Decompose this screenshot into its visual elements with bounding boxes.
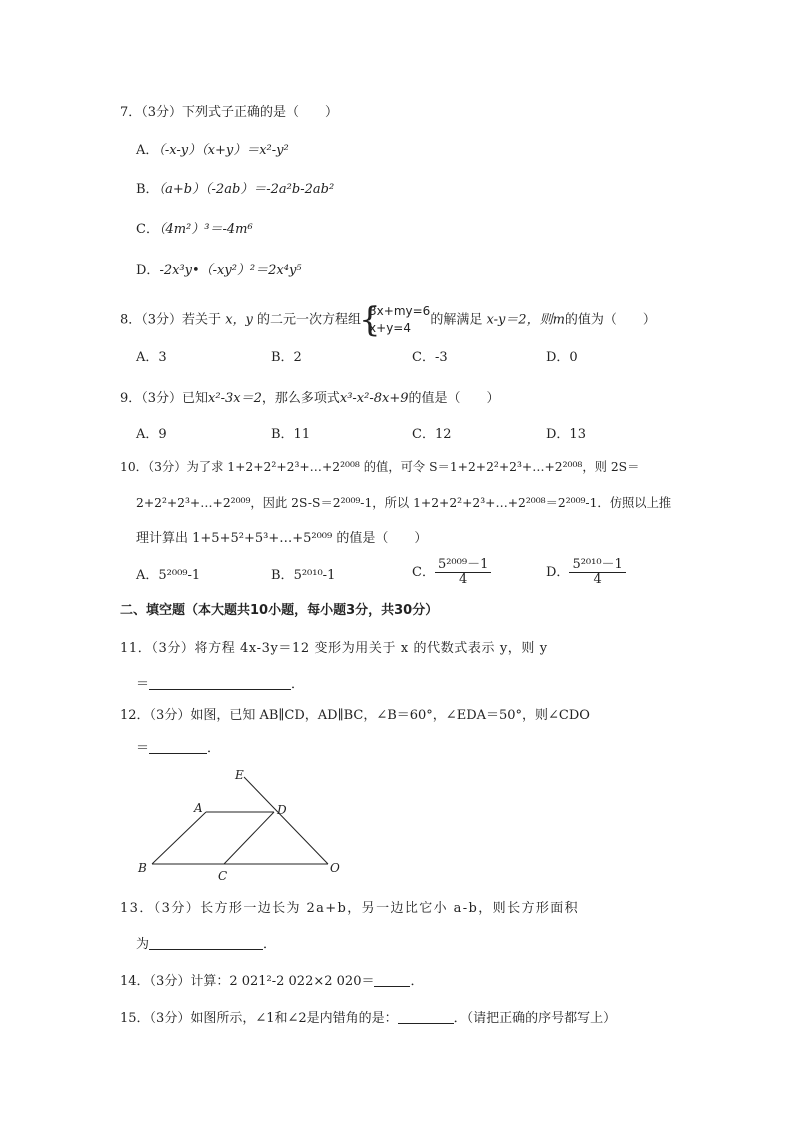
answer-blank[interactable] — [149, 741, 207, 754]
line-ba — [152, 812, 206, 864]
q7-option-c: C．（4m²）³＝-4m⁶ — [136, 222, 253, 237]
label-e: E — [235, 768, 244, 782]
label-o: O — [330, 861, 340, 875]
q8-stem: 8．（3分）若关于 x，y 的二元一次方程组 { 3x+my=6 x+y=4 的解满足 x-y＝2，则m的值为（ ） — [120, 300, 656, 340]
q8-option-c: C．-3 — [412, 350, 448, 365]
q9-option-a: A．9 — [136, 427, 167, 442]
equation-system: { 3x+my=6 x+y=4 — [359, 300, 431, 340]
q14-stem: 14．（3分）计算：2 021²-2 022×2 020＝ ． — [120, 974, 424, 989]
q7-option-a: A．（-x-y）（x+y）＝x²-y² — [136, 143, 289, 158]
q11-line1: 11．（3分）将方程 4x-3y＝12 变形为用关于 x 的代数式表示 y，则 y — [120, 641, 548, 656]
q10-line1: 10．（3分）为了求 1+2+2²+2³+…+2²⁰⁰⁸ 的值，可令 S＝1+2+2²+2³+…+2²⁰⁰⁸，则 2S＝ — [120, 460, 640, 474]
section-heading: 二、填空题（本大题共10小题，每小题3分，共30分） — [120, 603, 439, 618]
q15-stem: 15．（3分）如图所示，∠1和∠2是内错角的是： ．（请把正确的序号都写上） — [120, 1011, 617, 1026]
q13-line2: 为 ． — [136, 937, 277, 952]
q8-option-d: D．0 — [546, 350, 578, 365]
q9-option-b: B．11 — [271, 427, 311, 442]
label-b: B — [138, 861, 147, 875]
label-d: D — [277, 803, 287, 817]
q10-option-c: C． $\frac{\text{5²⁰⁰⁹－1}}{4}$ — [412, 558, 491, 587]
q13-line1: 13．（3分）长方形一边长为 2a+b，另一边比它小 a-b，则长方形面积 — [120, 901, 580, 916]
brace-icon: { — [359, 300, 381, 340]
answer-blank[interactable] — [149, 937, 263, 950]
q7-stem: 7．（3分）下列式子正确的是（ ） — [120, 105, 339, 120]
q8-option-a: A．3 — [136, 350, 167, 365]
fraction: $\frac{\text{5²⁰¹⁰－1}}{4}$ — [569, 558, 625, 587]
answer-blank[interactable] — [398, 1011, 454, 1024]
q9-option-d: D．13 — [546, 427, 586, 442]
q10-line2: 2+2²+2³+…+2²⁰⁰⁹，因此 2S-S＝2²⁰⁰⁹-1，所以 1+2+2²+2³+…+2²⁰⁰⁸＝2²⁰⁰⁹-1．仿照以上推 — [136, 496, 672, 510]
q12-line1: 12．（3分）如图，已知 AB∥CD，AD∥BC，∠B＝60°，∠EDA＝50°，则∠CDO — [120, 708, 590, 723]
q10-option-a: A．5²⁰⁰⁹-1 — [136, 568, 201, 583]
line-dc — [224, 812, 274, 864]
label-a: A — [194, 801, 203, 815]
q10-option-b: B．5²⁰¹⁰-1 — [271, 568, 336, 583]
q9-stem: 9．（3分）已知x²-3x＝2，那么多项式x³-x²-8x+9的值是（ ） — [120, 391, 500, 406]
q10-option-d: D． $\frac{\text{5²⁰¹⁰－1}}{4}$ — [546, 558, 626, 587]
label-c: C — [218, 869, 228, 882]
answer-blank[interactable] — [149, 677, 291, 690]
q12-line2: ＝ ． — [136, 741, 221, 756]
q11-line2: ＝ ． — [136, 677, 305, 692]
q7-option-b: B．（a+b）（-2ab）＝-2a²b-2ab² — [136, 182, 335, 197]
line-eo — [244, 777, 328, 864]
fraction: $\frac{\text{5²⁰⁰⁹－1}}{4}$ — [435, 558, 491, 587]
q12-figure — [130, 762, 360, 882]
answer-blank[interactable] — [374, 974, 410, 987]
q8-option-b: B．2 — [271, 350, 302, 365]
q9-option-c: C．12 — [412, 427, 452, 442]
q7-option-d: D．-2x³y•（-xy²）²＝2x⁴y⁵ — [136, 263, 302, 278]
q10-line3: 理计算出 1+5+5²+5³+…+5²⁰⁰⁹ 的值是（ ） — [136, 531, 428, 546]
